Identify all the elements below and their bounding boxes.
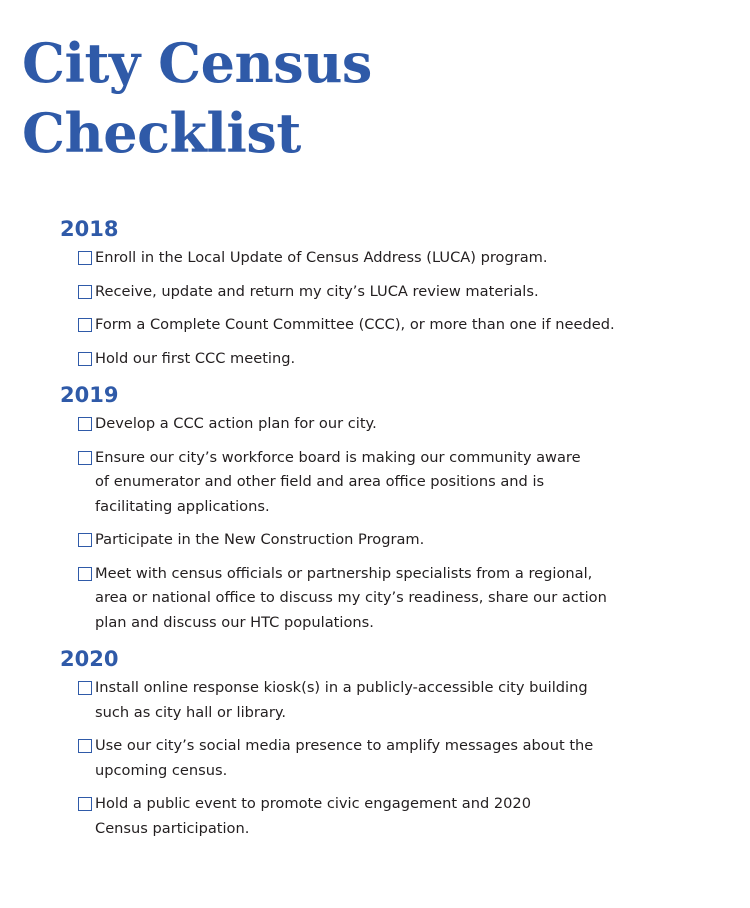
checklist-item <box>78 313 680 338</box>
page-title-line-1: City Census <box>22 31 372 95</box>
checklist-item <box>78 734 680 783</box>
checklist-item <box>78 280 680 305</box>
checkbox[interactable] <box>78 797 92 811</box>
checklist-item <box>78 676 680 725</box>
checklist-item-label: Develop a CCC action plan for our city. <box>95 415 377 432</box>
checkbox[interactable] <box>78 318 92 332</box>
checklist-item <box>78 528 680 553</box>
page-title-line-2: Checklist <box>22 101 301 165</box>
checklist-item-label: Meet with census officials or partnership specialists from a regional, area or national office to discuss my city’s readiness, share our action plan and discuss our HTC populations. <box>95 564 607 631</box>
checklist-item <box>78 246 680 271</box>
checklist-2019 <box>60 412 680 635</box>
year-heading-2020: 2020 <box>60 647 119 671</box>
checkbox[interactable] <box>78 417 92 431</box>
section-2020 <box>60 644 680 841</box>
checklist-item <box>78 347 680 372</box>
checklist-item <box>78 412 680 437</box>
checklist-item <box>78 562 680 636</box>
checklist-item-label: Hold a public event to promote civic engagement and 2020 Census participation. <box>95 795 531 837</box>
year-heading-2019: 2019 <box>60 383 119 407</box>
checklist-2018 <box>60 246 680 371</box>
checkbox[interactable] <box>78 352 92 366</box>
checklist-item <box>78 446 680 520</box>
checklist-item-label: Hold our first CCC meeting. <box>95 349 296 367</box>
checkbox[interactable] <box>78 451 92 465</box>
checklist-item-label: Participate in the New Construction Program. <box>95 531 425 548</box>
checklist-item-label: Ensure our city’s workforce board is making our community aware of enumerator and other field and area office positions and is facilitating applications. <box>95 448 581 515</box>
checklist-item-label: Install online response kiosk(s) in a publicly-accessible city building such as city hall or library. <box>95 679 588 721</box>
checkbox[interactable] <box>78 567 92 581</box>
page-title <box>22 28 372 168</box>
checklist-item <box>78 792 680 841</box>
checklist-item-label: Enroll in the Local Update of Census Address (LUCA) program. <box>95 249 548 266</box>
checkbox[interactable] <box>78 251 92 265</box>
checklist <box>60 214 680 850</box>
checkbox[interactable] <box>78 681 92 695</box>
section-2019 <box>60 380 680 635</box>
checklist-item-label: Use our city’s social media presence to amplify messages about the upcoming census. <box>95 737 594 779</box>
checklist-2020 <box>60 676 680 841</box>
checklist-item-label: Receive, update and return my city’s LUCA review materials. <box>95 282 539 300</box>
checklist-item-label: Form a Complete Count Committee (CCC), or more than one if needed. <box>95 316 615 333</box>
checkbox[interactable] <box>78 533 92 547</box>
section-2018 <box>60 214 680 371</box>
year-heading-2018: 2018 <box>60 217 119 241</box>
checkbox[interactable] <box>78 285 92 299</box>
checkbox[interactable] <box>78 739 92 753</box>
